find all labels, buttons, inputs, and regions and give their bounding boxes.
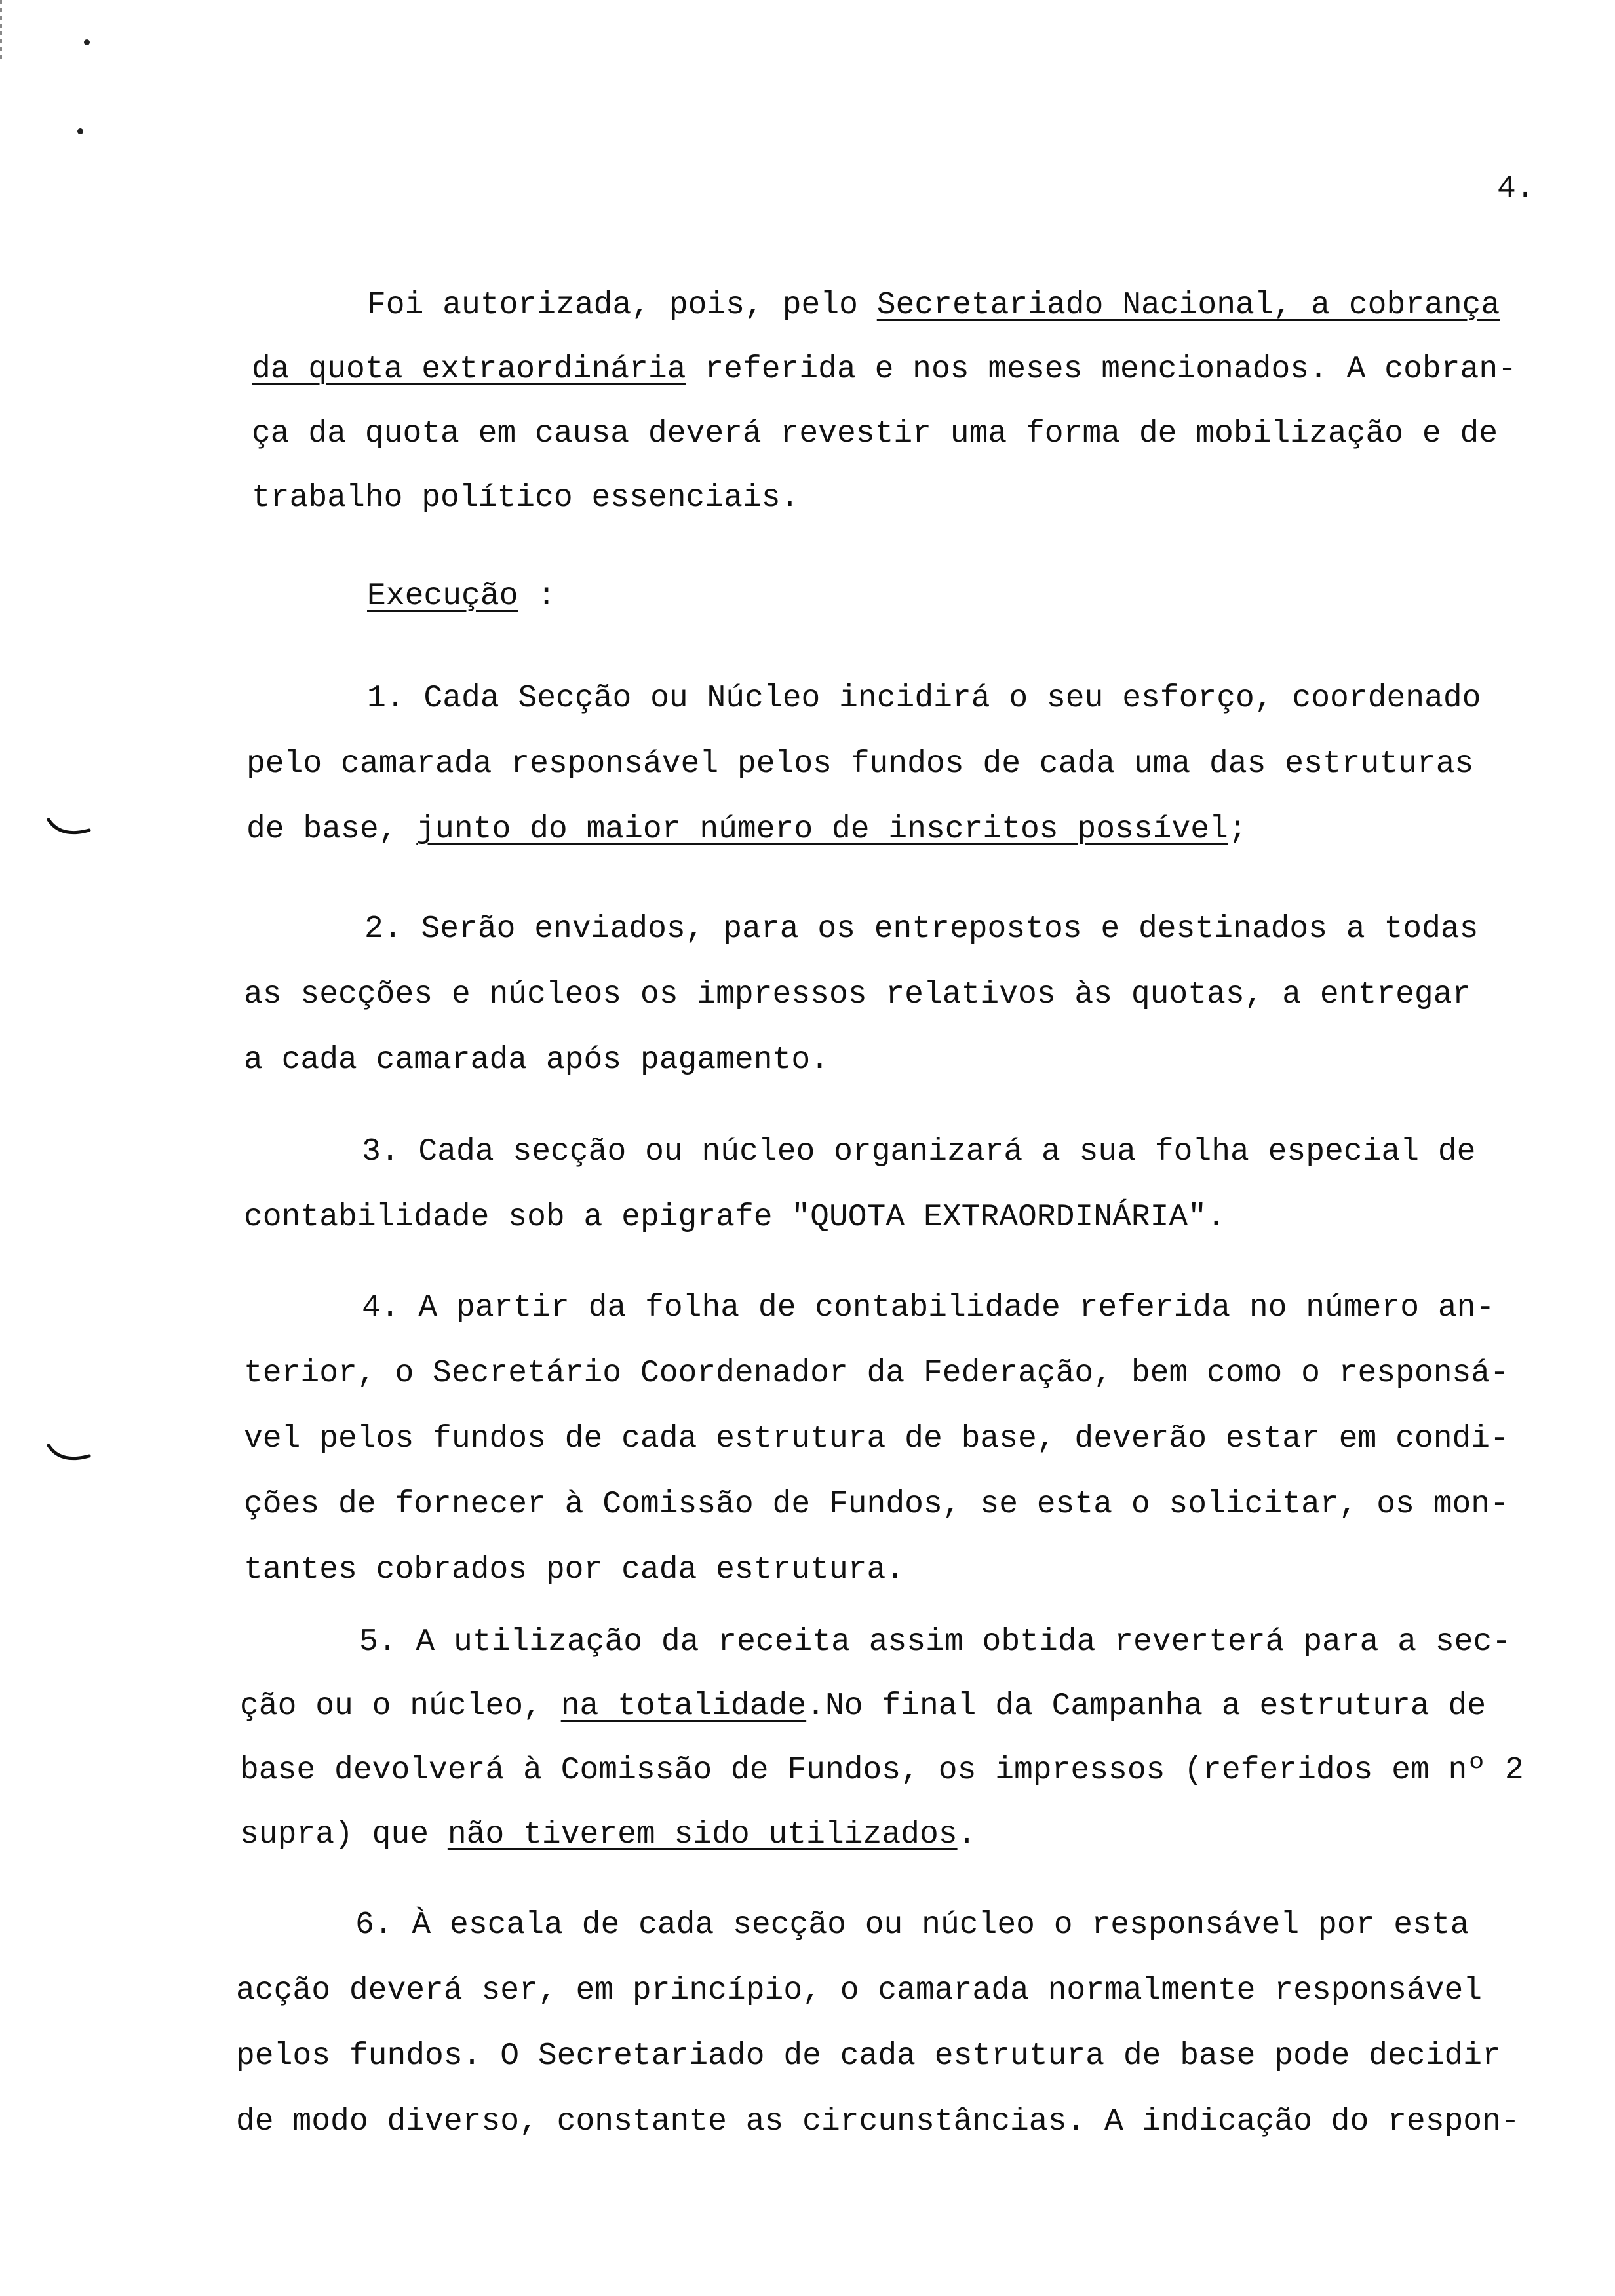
item1-line-2: pelo camarada responsável pelos fundos de cada uma das estruturas — [246, 746, 1474, 782]
item4-line-1: 4. A partir da folha de contabilidade referida no número an- — [362, 1290, 1495, 1326]
margin-rule — [0, 0, 2, 59]
item6-line-3: pelos fundos. O Secretariado de cada estrutura de base pode decidir — [236, 2038, 1501, 2074]
item5-line-4 — [240, 1815, 976, 1854]
item2-line-2: as secções e núcleos os impressos relativos às quotas, a entregar — [244, 977, 1471, 1012]
item6-line-2: acção deverá ser, em princípio, o camarada normalmente responsável — [236, 1973, 1483, 2008]
intro-line-2 — [252, 350, 1517, 389]
item5-line-3: base devolverá à Comissão de Fundos, os impressos (referidos em nº 2 — [240, 1753, 1524, 1788]
punch-dot — [84, 39, 90, 45]
intro-text: Foi autorizada, pois, pelo — [367, 288, 877, 323]
item2-line-3: a cada camarada após pagamento. — [244, 1043, 829, 1078]
intro-underlined-text: da quota extraordinária — [252, 352, 686, 387]
item4-line-4: ções de fornecer à Comissão de Fundos, se esta o solicitar, os mon- — [244, 1487, 1509, 1522]
intro-line-3: ça da quota em causa deverá revestir uma forma de mobilização e de — [252, 416, 1498, 451]
punch-dot — [77, 128, 83, 134]
item4-line-3: vel pelos fundos de cada estrutura de base, deverão estar em condi- — [244, 1421, 1509, 1457]
item3-line-2: contabilidade sob a epigrafe "QUOTA EXTRAORDINÁRIA". — [244, 1200, 1226, 1235]
item1-line-1: 1. Cada Secção ou Núcleo incidirá o seu esforço, coordenado — [367, 681, 1481, 716]
item5-text: . — [957, 1817, 977, 1852]
item5-text: ção ou o núcleo, — [240, 1689, 561, 1724]
item1-text: ; — [1228, 812, 1247, 847]
item5-underlined-text: não tiverem sido utilizados — [447, 1817, 958, 1852]
intro-underlined-text: Secretariado Nacional, a cobrança — [876, 288, 1500, 323]
item5-underlined-text: na totalidade — [560, 1689, 807, 1724]
intro-line-4: trabalho político essenciais. — [252, 480, 800, 516]
item4-line-5: tantes cobrados por cada estrutura. — [244, 1552, 905, 1588]
item3-line-1: 3. Cada secção ou núcleo organizará a sua folha especial de — [362, 1134, 1476, 1170]
intro-line-1 — [367, 286, 1500, 325]
item2-line-1: 2. Serão enviados, para os entrepostos e destinados a todas — [364, 911, 1479, 947]
item6-line-1: 6. À escala de cada secção ou núcleo o responsável por esta — [355, 1907, 1469, 1943]
section-heading — [367, 577, 556, 616]
intro-text: referida e nos meses mencionados. A cobran- — [686, 352, 1517, 387]
heading-colon: : — [518, 579, 556, 614]
item4-line-2: terior, o Secretário Coordenador da Federação, bem como o responsá- — [244, 1356, 1509, 1391]
item5-line-1: 5. A utilização da receita assim obtida reverterá para a sec- — [359, 1624, 1511, 1660]
margin-curve-mark — [46, 1442, 92, 1465]
heading-text: Execução — [367, 579, 518, 614]
margin-curve-mark — [46, 816, 92, 839]
item5-line-2 — [240, 1687, 1486, 1726]
item1-line-3 — [246, 810, 1247, 849]
item5-text: supra) que — [240, 1817, 448, 1852]
item1-underlined-text: junto do maior número de inscritos possível — [416, 812, 1228, 847]
item1-text: de base, — [246, 812, 417, 847]
page-number: 4. — [1497, 171, 1535, 206]
item5-text: .No final da Campanha a estrutura de — [806, 1689, 1487, 1724]
item6-line-4: de modo diverso, constante as circunstâncias. A indicação do respon- — [236, 2104, 1520, 2139]
